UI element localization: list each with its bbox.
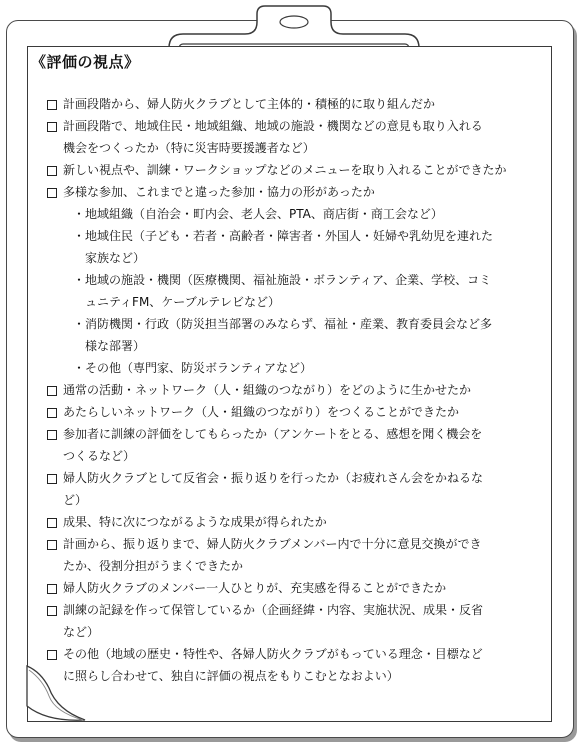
item-text: 計画段階で、地域住民・地域組織、地域の施設・機関などの意見も取り入れる: [63, 119, 483, 133]
sub-item-text-continued: ュニティFM、ケーブルテレビなど）: [85, 295, 280, 309]
checkbox-icon: [47, 606, 57, 616]
checkbox-icon: [47, 650, 57, 660]
checkbox-icon: [47, 386, 57, 396]
item-text: 成果、特に次につながるような成果が得られたか: [63, 515, 327, 529]
sub-item-text-continued: 様な部署）: [85, 339, 146, 353]
item-text: 計画から、振り返りまで、婦人防火クラブメンバー内で十分に意見交換ができ: [63, 537, 482, 551]
checkbox-icon: [47, 100, 57, 110]
bullet-dot-icon: ・: [73, 229, 86, 243]
item-text-continued: ど）: [63, 493, 88, 507]
item-text: 新しい視点や、訓練・ワークショップなどのメニューを取り入れることができたか: [63, 163, 507, 177]
checkbox-icon: [47, 408, 57, 418]
checkbox-icon: [47, 122, 57, 132]
checkbox-icon: [47, 518, 57, 528]
bullet-dot-icon: ・: [73, 317, 86, 331]
bullet-dot-icon: ・: [73, 273, 86, 287]
sub-item-text: その他（専門家、防災ボランティアなど）: [85, 361, 313, 375]
checkbox-icon: [47, 584, 57, 594]
sub-item-text-continued: 家族など）: [85, 251, 146, 265]
paper-sheet: [27, 46, 552, 722]
bullet-dot-icon: ・: [73, 361, 86, 375]
item-text: その他（地域の歴史・特性や、各婦人防火クラブがもっている理念・目標など: [63, 647, 483, 661]
sub-item-text: 地域の施設・機関（医療機関、福祉施設・ボランティア、企業、学校、コミ: [85, 273, 492, 287]
checkbox-icon: [47, 474, 57, 484]
bullet-dot-icon: ・: [73, 207, 86, 221]
item-text: 通常の活動・ネットワーク（人・組織のつながり）をどのように生かせたか: [63, 383, 472, 397]
sub-item-text: 地域組織（自治会・町内会、老人会、PTA、商店街・商工会など）: [85, 207, 443, 221]
item-text-continued: に照らし合わせて、独自に評価の視点をもりこむとなおよい）: [63, 669, 399, 683]
item-text: あたらしいネットワーク（人・組織のつながり）をつくることができたか: [63, 405, 460, 419]
checkbox-icon: [47, 540, 57, 550]
item-text-continued: たか、役割分担がうまくできたか: [63, 559, 244, 573]
page-title: 《評価の視点》: [31, 53, 140, 71]
item-text-continued: など）: [63, 625, 100, 639]
item-text: 婦人防火クラブのメンバー一人ひとりが、充実感を得ることができたか: [63, 581, 447, 595]
checkbox-icon: [47, 166, 57, 176]
item-text: 参加者に訓練の評価をしてもらったか（アンケートをとる、感想を聞く機会を: [63, 427, 483, 441]
item-text: 計画段階から、婦人防火クラブとして主体的・積極的に取り組んだか: [63, 97, 436, 111]
item-text-continued: 機会をつくったか（特に災害時要援護者など）: [63, 141, 315, 155]
item-text: 婦人防火クラブとして反省会・振り返りを行ったか（お疲れさん会をかねるな: [63, 471, 484, 485]
sub-item-text: 消防機関・行政（防災担当部署のみならず、福祉・産業、教育委員会など多: [85, 317, 493, 331]
checkbox-icon: [47, 430, 57, 440]
page-curl-icon: [27, 666, 87, 722]
checkbox-icon: [47, 188, 57, 198]
item-text: 訓練の記録を作って保管しているか（企画経緯・内容、実施状況、成果・反省: [63, 603, 484, 617]
item-text: 多様な参加、これまでと違った参加・協力の形があったか: [63, 185, 375, 199]
item-text-continued: つくるなど）: [63, 449, 136, 463]
sub-item-text: 地域住民（子ども・若者・高齢者・障害者・外国人・妊婦や乳幼児を連れた: [85, 229, 494, 243]
